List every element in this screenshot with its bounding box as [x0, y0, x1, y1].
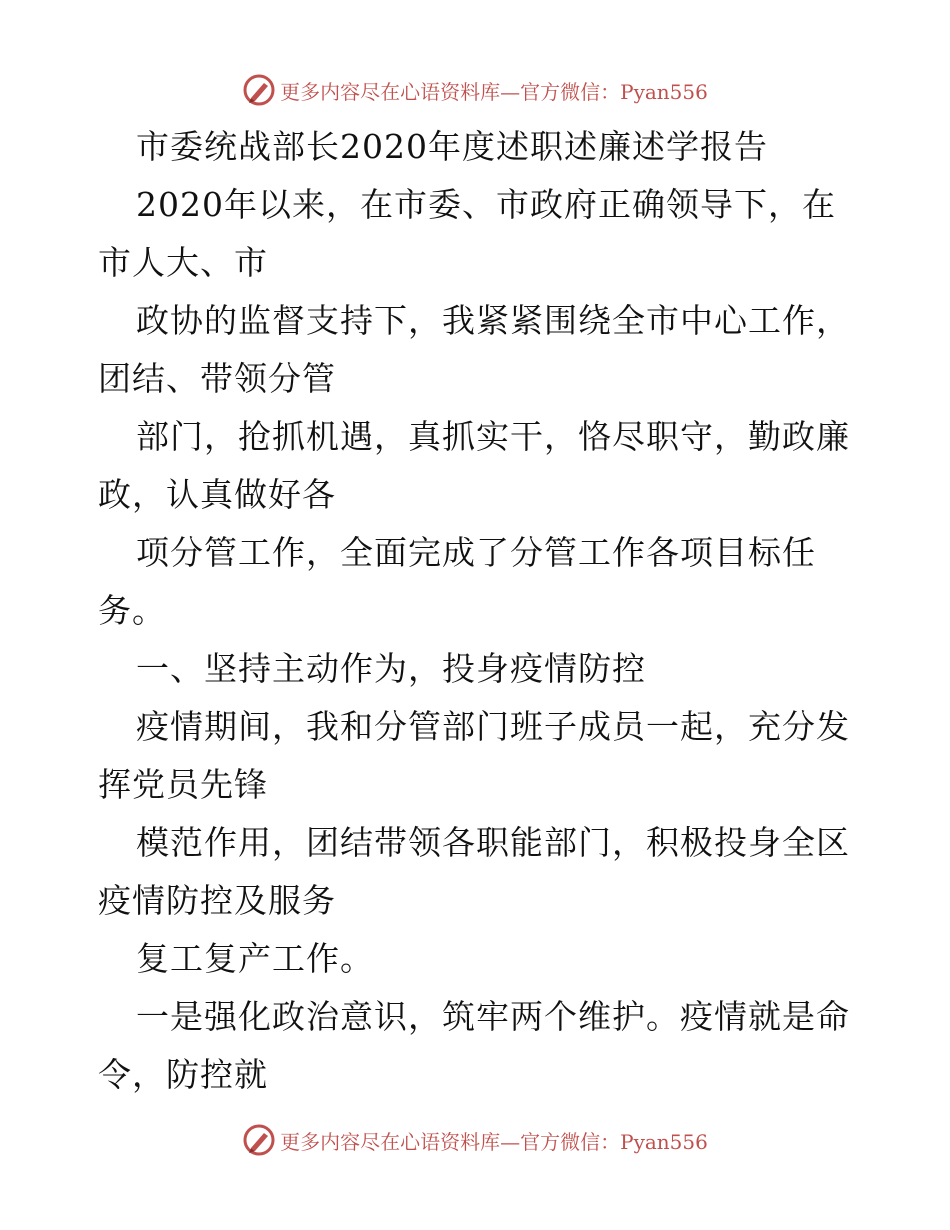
header-watermark-text: 更多内容尽在心语资料库—官方微信：Pyan556 [280, 79, 708, 104]
body-line: 团结、带领分管 [98, 359, 336, 398]
body-line: 复工复产工作。 [136, 939, 374, 978]
document-title: 市委统战部长2020年度述职述廉述学报告 [136, 127, 768, 166]
body-line: 部门，抢抓机遇，真抓实干，恪尽职守，勤政廉 [136, 417, 850, 456]
body-line: 政，认真做好各 [98, 475, 336, 514]
body-line: 一、坚持主动作为，投身疫情防控 [136, 649, 646, 688]
body-line: 挥党员先锋 [98, 765, 268, 804]
body-line: 疫情防控及服务 [98, 881, 336, 920]
footer-watermark-text: 更多内容尽在心语资料库—官方微信：Pyan556 [280, 1129, 708, 1154]
body-line: 令，防控就 [98, 1055, 268, 1094]
header-watermark-banner [0, 70, 950, 110]
body-line: 政协的监督支持下，我紧紧围绕全市中心工作， [136, 301, 850, 340]
body-line: 模范作用，团结带领各职能部门，积极投身全区 [136, 823, 850, 862]
body-line: 一是强化政治意识，筑牢两个维护。疫情就是命 [136, 997, 850, 1036]
body-line: 项分管工作，全面完成了分管工作各项目标任 [136, 533, 816, 572]
document-body [98, 118, 858, 1104]
body-line: 市人大、市 [98, 243, 268, 282]
pen-logo-icon [242, 73, 276, 107]
body-line: 务。 [98, 591, 166, 630]
pen-logo-icon [242, 1123, 276, 1157]
body-line: 2020年以来，在市委、市政府正确领导下，在 [136, 185, 836, 224]
body-line: 疫情期间，我和分管部门班子成员一起，充分发 [136, 707, 850, 746]
footer-watermark-banner [0, 1120, 950, 1160]
